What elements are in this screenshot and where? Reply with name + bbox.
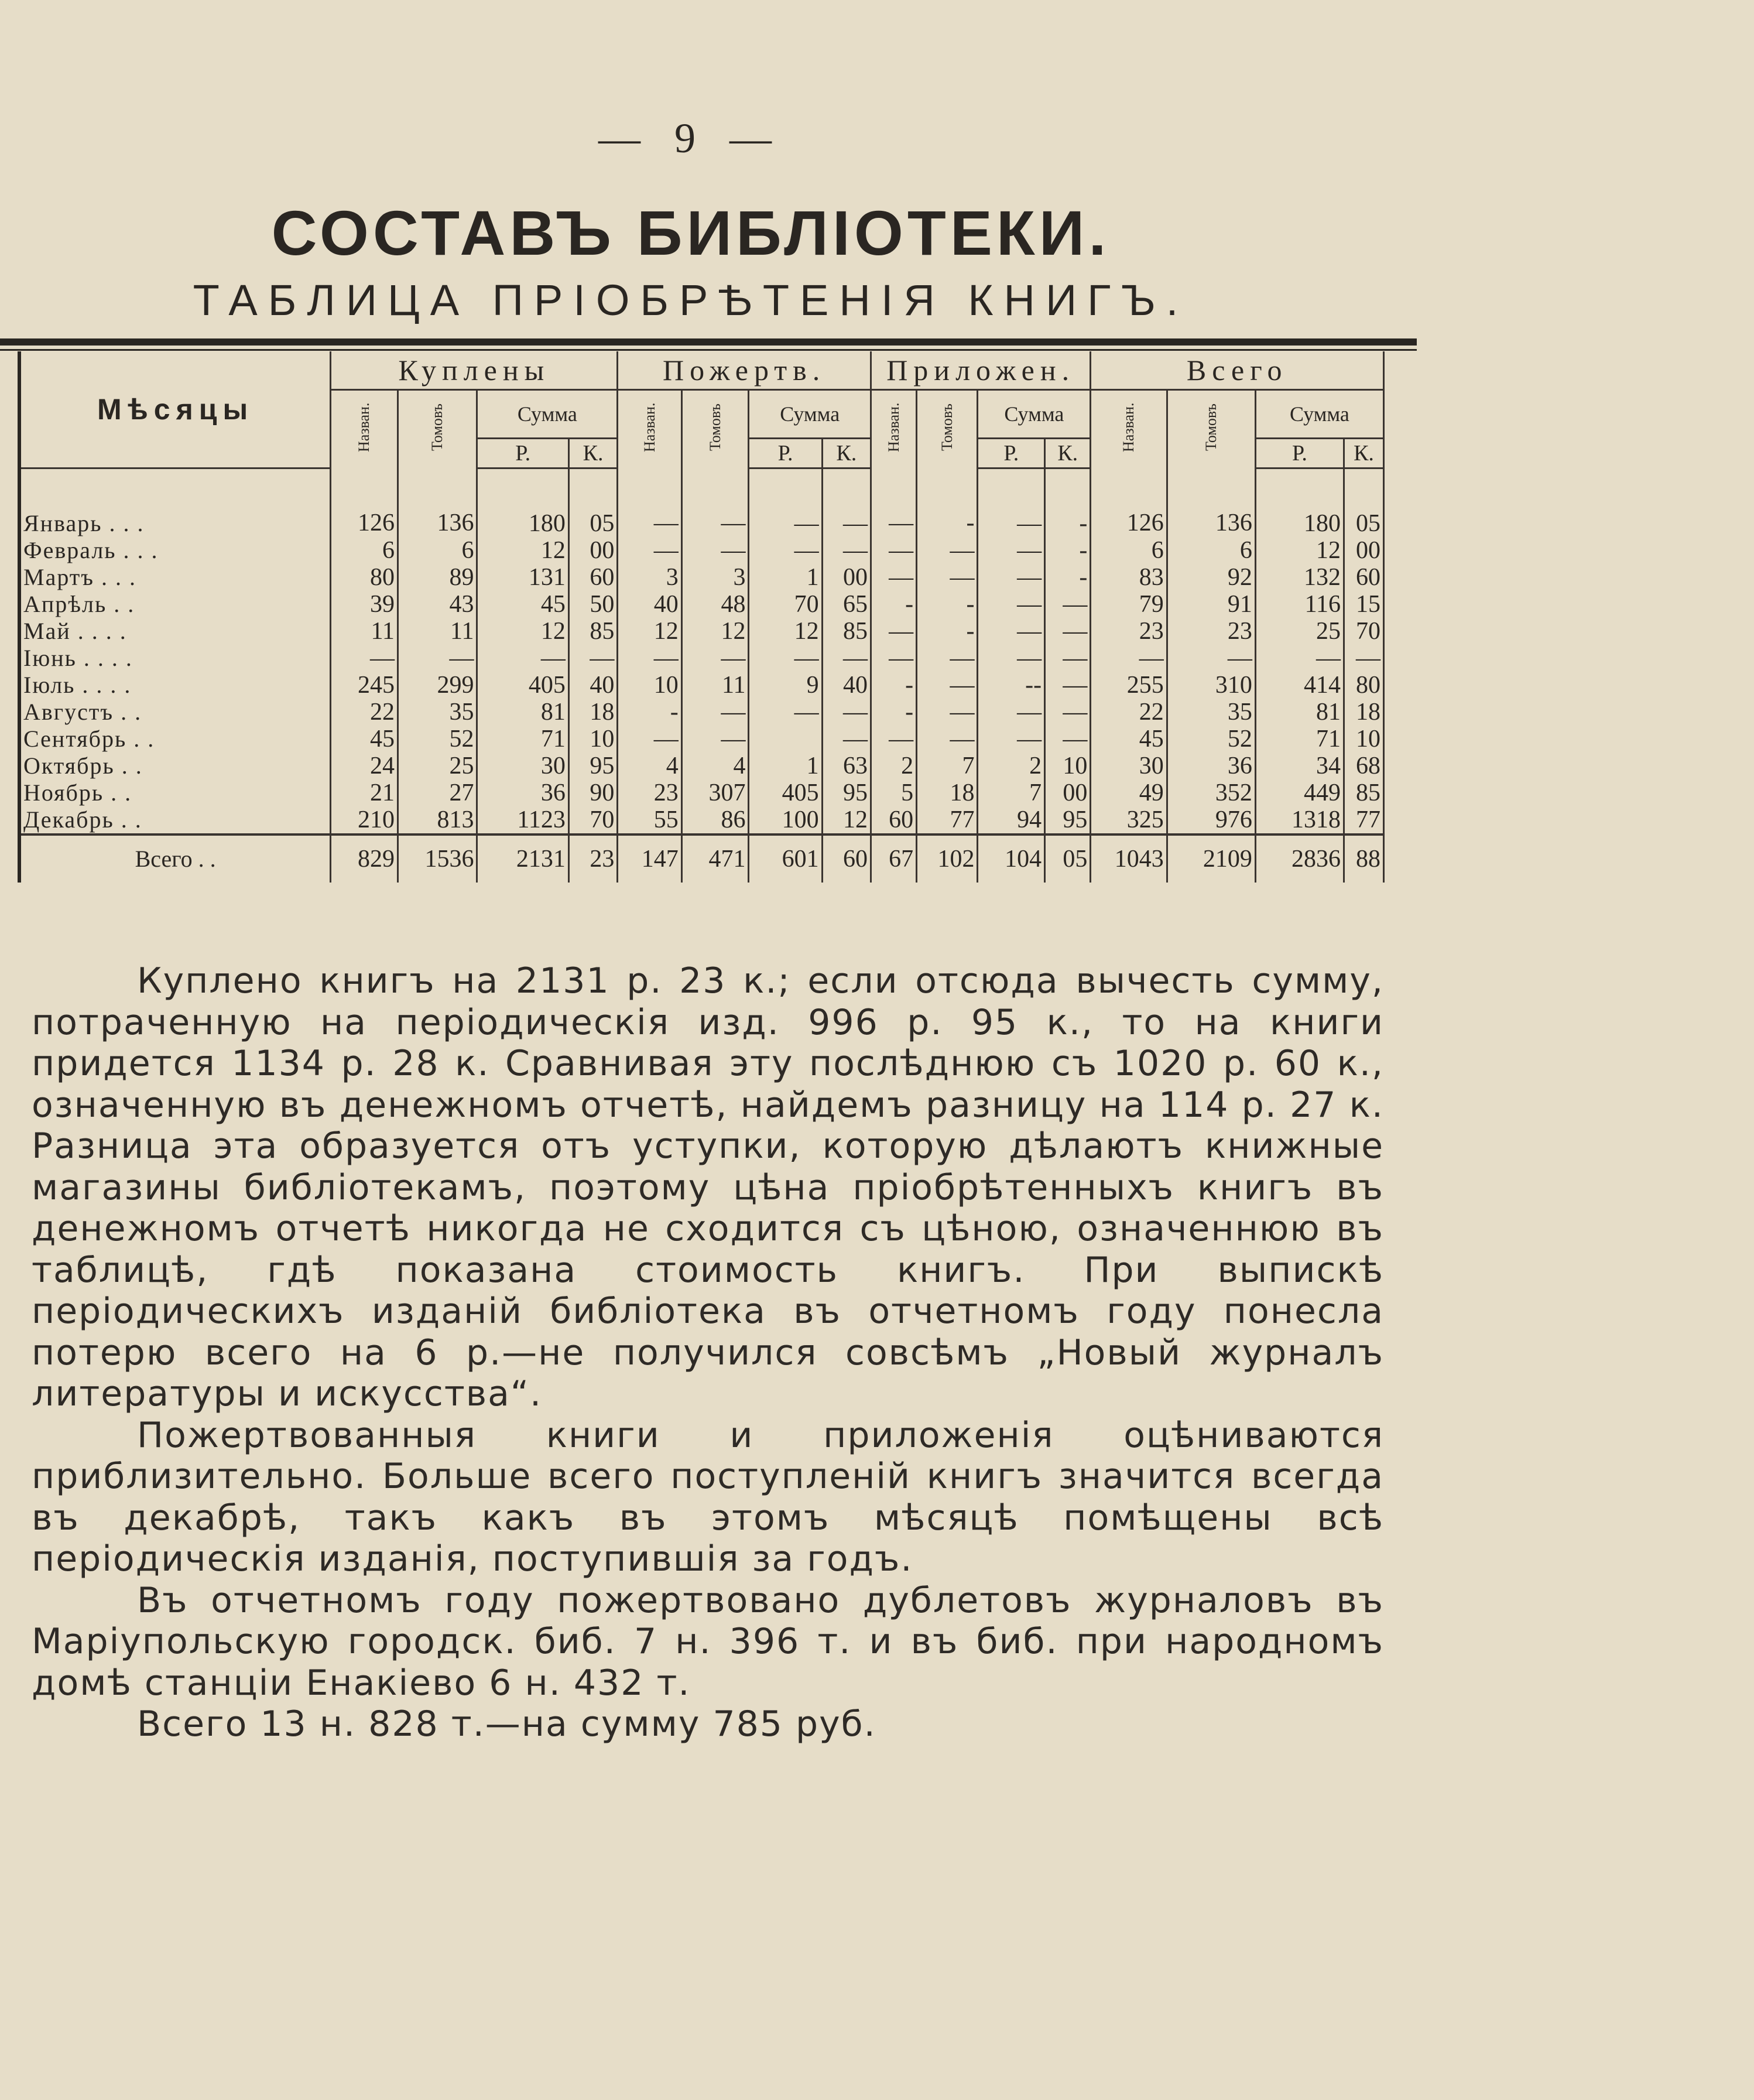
table-cell: 325 <box>1091 806 1167 834</box>
table-cell: 48 <box>681 591 749 618</box>
table-cell: — <box>871 618 916 645</box>
table-cell: 12 <box>618 618 681 645</box>
table-cell: 95 <box>822 779 871 806</box>
table-cell: — <box>978 699 1045 726</box>
table-cell: 00 <box>568 537 617 564</box>
table-row <box>19 806 1384 834</box>
table-cell: 4 <box>618 753 681 779</box>
table-cell: - <box>1045 468 1091 538</box>
table-cell: — <box>917 645 978 672</box>
month-cell: Январь . . . <box>19 468 331 538</box>
table-cell: 180 <box>1255 468 1344 538</box>
col-header-titles: Назван. <box>1091 390 1167 468</box>
table-cell: 22 <box>331 699 398 726</box>
table-row <box>19 753 1384 779</box>
table-cell: — <box>398 645 477 672</box>
page-title: СОСТАВЪ БИБЛІОТЕКИ. <box>271 197 1111 268</box>
table-cell: 12 <box>477 537 568 564</box>
table-cell: 95 <box>1045 806 1091 834</box>
table-cell: 1123 <box>477 806 568 834</box>
table-cell: 7 <box>917 753 978 779</box>
table-cell: 60 <box>822 834 871 883</box>
table-cell: 12 <box>477 618 568 645</box>
table-row <box>19 672 1384 699</box>
col-header-rubles: Р. <box>477 439 568 468</box>
table-cell: 10 <box>1045 753 1091 779</box>
table-cell: 23 <box>568 834 617 883</box>
col-header-sum: Сумма <box>749 390 871 439</box>
paragraph-duplicates: Въ отчетномъ году пожертвовано дублетовъ журналовъ въ Маріупольскую городск. биб. 7 н. 396 т. и въ биб. при народномъ домѣ станціи Енакіево 6 н. 432 т. <box>32 1579 1384 1704</box>
col-header-kopecks: К. <box>568 439 617 468</box>
table-cell: — <box>681 468 749 538</box>
paragraph-total: Всего 13 н. 828 т.—на сумму 785 руб. <box>137 1704 876 1745</box>
month-cell: Мартъ . . . <box>19 564 331 591</box>
table-cell: 34 <box>1255 753 1344 779</box>
col-header-titles: Назван. <box>331 390 398 468</box>
table-cell: - <box>1045 537 1091 564</box>
table-cell: 210 <box>331 806 398 834</box>
table-cell: - <box>618 699 681 726</box>
col-header-rubles: Р. <box>749 439 822 468</box>
table-cell: 49 <box>1091 779 1167 806</box>
table-cell: — <box>331 645 398 672</box>
table-cell: 00 <box>1344 537 1384 564</box>
table-cell: 95 <box>568 753 617 779</box>
table-cell: 10 <box>618 672 681 699</box>
table-cell: 45 <box>331 726 398 753</box>
group-header-supplements: Приложен. <box>871 351 1090 390</box>
table-row <box>19 779 1384 806</box>
table-cell: 2 <box>871 753 916 779</box>
table-cell: 136 <box>1167 468 1255 538</box>
table-cell: 5 <box>871 779 916 806</box>
table-cell: 1318 <box>1255 806 1344 834</box>
col-header-titles: Назван. <box>871 390 916 468</box>
table-cell: 71 <box>1255 726 1344 753</box>
table-cell: 813 <box>398 806 477 834</box>
table-cell: 45 <box>1091 726 1167 753</box>
table-cell: — <box>749 645 822 672</box>
table-row <box>19 726 1384 753</box>
table-cell: 88 <box>1344 834 1384 883</box>
table-cell: 126 <box>1091 468 1167 538</box>
table-cell: - <box>917 618 978 645</box>
table-cell: 102 <box>917 834 978 883</box>
table-cell: 1 <box>749 564 822 591</box>
table-cell: — <box>618 537 681 564</box>
table-cell: 67 <box>871 834 916 883</box>
table-cell: 00 <box>1045 779 1091 806</box>
month-column-header: Мѣсяцы <box>19 351 331 468</box>
group-header-row <box>19 351 1384 390</box>
table-cell: 70 <box>1344 618 1384 645</box>
table-cell: — <box>1091 645 1167 672</box>
table-cell: — <box>1045 726 1091 753</box>
table-row <box>19 699 1384 726</box>
table-cell: 299 <box>398 672 477 699</box>
month-cell: Февраль . . . <box>19 537 331 564</box>
table-cell: — <box>978 645 1045 672</box>
table-cell: 43 <box>398 591 477 618</box>
table-cell: 50 <box>568 591 617 618</box>
table-cell: 18 <box>917 779 978 806</box>
paragraph-donations: Пожертвованныя книги и приложенія оцѣниваются приблизительно. Больше всего поступленій книгъ значится всегда въ декабрѣ, такъ какъ въ этомъ мѣсяцѣ помѣщены всѣ періодическія изданія, поступившія за годъ. <box>32 1414 1384 1579</box>
table-cell: 24 <box>331 753 398 779</box>
table-cell: — <box>871 537 916 564</box>
table-cell: 70 <box>568 806 617 834</box>
table-cell: 2 <box>978 753 1045 779</box>
table-cell: — <box>1167 645 1255 672</box>
table-row <box>19 468 1384 538</box>
table-cell: 132 <box>1255 564 1344 591</box>
table-cell: — <box>822 726 871 753</box>
table-cell: 829 <box>331 834 398 883</box>
table-cell: — <box>822 699 871 726</box>
table-cell <box>749 726 822 753</box>
table-cell: 6 <box>1167 537 1255 564</box>
col-header-rubles: Р. <box>978 439 1045 468</box>
table-cell: 9 <box>749 672 822 699</box>
table-cell: - <box>871 699 916 726</box>
table-cell: 77 <box>1344 806 1384 834</box>
table-cell: 307 <box>681 779 749 806</box>
table-cell: 100 <box>749 806 822 834</box>
table-cell: — <box>618 645 681 672</box>
month-cell: Апрѣль . . <box>19 591 331 618</box>
table-cell: 92 <box>1167 564 1255 591</box>
table-cell: 40 <box>822 672 871 699</box>
table-cell: - <box>917 468 978 538</box>
table-cell: 23 <box>618 779 681 806</box>
table-cell: 405 <box>477 672 568 699</box>
table-cell: — <box>871 564 916 591</box>
table-cell: 22 <box>1091 699 1167 726</box>
table-cell: — <box>1045 699 1091 726</box>
group-header-total: Всего <box>1091 351 1384 390</box>
table-cell: — <box>978 564 1045 591</box>
table-cell: 18 <box>1344 699 1384 726</box>
table-cell: 131 <box>477 564 568 591</box>
acquisition-table <box>18 351 1385 883</box>
table-cell: — <box>822 645 871 672</box>
table-cell: 3 <box>681 564 749 591</box>
col-header-rubles: Р. <box>1255 439 1344 468</box>
table-cell: 414 <box>1255 672 1344 699</box>
table-cell: 05 <box>1045 834 1091 883</box>
table-cell: 77 <box>917 806 978 834</box>
table-cell: - <box>871 591 916 618</box>
table-cell: 11 <box>681 672 749 699</box>
table-cell: 35 <box>398 699 477 726</box>
table-cell: 85 <box>568 618 617 645</box>
col-header-sum: Сумма <box>1255 390 1383 439</box>
table-cell: 3 <box>618 564 681 591</box>
table-total-row <box>19 834 1384 883</box>
table-row <box>19 645 1384 672</box>
table-row <box>19 618 1384 645</box>
table-cell: — <box>822 537 871 564</box>
col-header-kopecks: К. <box>1045 439 1091 468</box>
table-cell: — <box>917 699 978 726</box>
table-cell: 80 <box>331 564 398 591</box>
col-header-volumes: Томовъ <box>681 390 749 468</box>
table-cell: 6 <box>398 537 477 564</box>
table-cell: 63 <box>822 753 871 779</box>
table-cell: 245 <box>331 672 398 699</box>
table-cell: 405 <box>749 779 822 806</box>
table-cell: — <box>1045 672 1091 699</box>
table-cell: 60 <box>568 564 617 591</box>
month-cell: Декабрь . . <box>19 806 331 834</box>
table-cell: — <box>917 672 978 699</box>
table-cell: 10 <box>568 726 617 753</box>
table-cell: — <box>871 645 916 672</box>
table-cell: 89 <box>398 564 477 591</box>
table-cell: 81 <box>477 699 568 726</box>
table-cell: 60 <box>871 806 916 834</box>
table-cell: 60 <box>1344 564 1384 591</box>
table-cell: 601 <box>749 834 822 883</box>
table-cell: — <box>749 699 822 726</box>
month-cell: Сентябрь . . <box>19 726 331 753</box>
table-cell: — <box>749 537 822 564</box>
table-cell: 4 <box>681 753 749 779</box>
table-cell: — <box>1045 618 1091 645</box>
table-cell: - <box>1045 564 1091 591</box>
table-cell: 35 <box>1167 699 1255 726</box>
table-row <box>19 591 1384 618</box>
table-cell: 180 <box>477 468 568 538</box>
table-cell: — <box>978 726 1045 753</box>
table-cell: 40 <box>618 591 681 618</box>
table-cell: 18 <box>568 699 617 726</box>
table-cell: 2836 <box>1255 834 1344 883</box>
table-cell: — <box>978 468 1045 538</box>
table-cell: 25 <box>398 753 477 779</box>
table-cell: 52 <box>398 726 477 753</box>
table-cell: 1 <box>749 753 822 779</box>
table-cell: 7 <box>978 779 1045 806</box>
table-cell: 25 <box>1255 618 1344 645</box>
table-cell: 352 <box>1167 779 1255 806</box>
table-cell: 147 <box>618 834 681 883</box>
col-header-kopecks: К. <box>822 439 871 468</box>
col-header-volumes: Томовъ <box>917 390 978 468</box>
table-cell: - <box>917 591 978 618</box>
table-cell: 449 <box>1255 779 1344 806</box>
month-cell: Октябрь . . <box>19 753 331 779</box>
col-header-volumes: Томовъ <box>1167 390 1255 468</box>
table-cell: 90 <box>568 779 617 806</box>
table-cell: 68 <box>1344 753 1384 779</box>
table-cell: 255 <box>1091 672 1167 699</box>
table-cell: 471 <box>681 834 749 883</box>
table-cell: — <box>749 468 822 538</box>
table-cell: — <box>822 468 871 538</box>
table-cell: 310 <box>1167 672 1255 699</box>
table-cell: -- <box>978 672 1045 699</box>
table-cell: 65 <box>822 591 871 618</box>
table-body <box>19 468 1384 883</box>
table-cell: 12 <box>822 806 871 834</box>
table-cell: 6 <box>1091 537 1167 564</box>
acquisition-table-wrap <box>18 351 1385 946</box>
table-cell: 12 <box>681 618 749 645</box>
col-header-volumes: Томовъ <box>398 390 477 468</box>
table-cell: — <box>568 645 617 672</box>
table-cell: — <box>978 537 1045 564</box>
table-cell: 15 <box>1344 591 1384 618</box>
table-cell: 86 <box>681 806 749 834</box>
month-cell: Іюль . . . . <box>19 672 331 699</box>
table-cell: 79 <box>1091 591 1167 618</box>
table-cell: 36 <box>477 779 568 806</box>
table-cell: 2131 <box>477 834 568 883</box>
table-cell: 11 <box>331 618 398 645</box>
group-header-bought: Куплены <box>331 351 618 390</box>
table-cell: 05 <box>568 468 617 538</box>
table-cell: 27 <box>398 779 477 806</box>
col-header-kopecks: К. <box>1344 439 1384 468</box>
table-cell: 85 <box>1344 779 1384 806</box>
header-rule-thin <box>0 349 1417 351</box>
table-cell: 10 <box>1344 726 1384 753</box>
table-cell: — <box>681 699 749 726</box>
table-cell: 83 <box>1091 564 1167 591</box>
table-cell: — <box>978 591 1045 618</box>
page-number: — 9 — <box>598 115 783 162</box>
header-rule-thick <box>0 338 1417 346</box>
report-text <box>32 960 1384 1745</box>
table-cell: - <box>871 672 916 699</box>
col-header-sum: Сумма <box>477 390 618 439</box>
table-cell: 136 <box>398 468 477 538</box>
table-cell: — <box>978 618 1045 645</box>
table-cell: 23 <box>1091 618 1167 645</box>
group-header-donated: Пожертв. <box>618 351 871 390</box>
table-cell: 12 <box>1255 537 1344 564</box>
table-cell: 94 <box>978 806 1045 834</box>
month-cell: Іюнь . . . . <box>19 645 331 672</box>
table-cell: — <box>618 468 681 538</box>
table-cell: — <box>618 726 681 753</box>
table-cell: 55 <box>618 806 681 834</box>
table-cell: 126 <box>331 468 398 538</box>
table-cell: — <box>1045 645 1091 672</box>
table-cell: 30 <box>477 753 568 779</box>
table-cell: 12 <box>749 618 822 645</box>
table-cell: — <box>1344 645 1384 672</box>
table-cell: — <box>917 537 978 564</box>
table-cell: 71 <box>477 726 568 753</box>
table-cell: — <box>871 726 916 753</box>
table-cell: 976 <box>1167 806 1255 834</box>
month-cell: Августъ . . <box>19 699 331 726</box>
table-cell: 70 <box>749 591 822 618</box>
table-cell: 91 <box>1167 591 1255 618</box>
table-row <box>19 537 1384 564</box>
table-cell: — <box>681 645 749 672</box>
table-cell: — <box>917 726 978 753</box>
table-cell: 40 <box>568 672 617 699</box>
table-cell: 85 <box>822 618 871 645</box>
table-cell: — <box>1255 645 1344 672</box>
table-row <box>19 564 1384 591</box>
table-cell: 30 <box>1091 753 1167 779</box>
col-header-sum: Сумма <box>978 390 1091 439</box>
table-cell: 45 <box>477 591 568 618</box>
table-cell: 81 <box>1255 699 1344 726</box>
paragraph-purchases: Куплено книгъ на 2131 р. 23 к.; если отсюда вычесть сумму, потраченную на періодическія изд. 996 р. 95 к., то на книги придется 1134 р. 28 к. Сравнивая эту послѣднюю съ 1020 р. 60 к., означенную въ денежномъ отчетѣ, найдемъ разницу на 114 р. 27 к. Разница эта образуется отъ уступки, которую дѣлаютъ книжные магазины библіотекамъ, поэтому цѣна пріобрѣтенныхъ книгъ въ денежномъ отчетѣ никогда не сходится съ цѣною, означеннюю въ таблицѣ, гдѣ показана стоимость книгъ. При выпискѣ періодическихъ изданій библіотека въ отчетномъ году понесла потерю всего на 6 р.—не получился совсѣмъ „Новый журналъ литературы и искусства“. <box>32 960 1384 1414</box>
table-cell: — <box>1045 591 1091 618</box>
month-cell: Всего . . <box>19 834 331 883</box>
table-cell: — <box>681 537 749 564</box>
table-cell: 52 <box>1167 726 1255 753</box>
table-cell: 36 <box>1167 753 1255 779</box>
table-cell: 80 <box>1344 672 1384 699</box>
table-cell: 00 <box>822 564 871 591</box>
month-cell: Ноябрь . . <box>19 779 331 806</box>
table-cell: — <box>871 468 916 538</box>
table-cell: 05 <box>1344 468 1384 538</box>
table-cell: 11 <box>398 618 477 645</box>
month-cell: Май . . . . <box>19 618 331 645</box>
table-cell: — <box>681 726 749 753</box>
col-header-titles: Назван. <box>618 390 681 468</box>
table-cell: 116 <box>1255 591 1344 618</box>
table-cell: 21 <box>331 779 398 806</box>
table-cell: — <box>917 564 978 591</box>
table-cell: 39 <box>331 591 398 618</box>
table-cell: 6 <box>331 537 398 564</box>
table-cell: 2109 <box>1167 834 1255 883</box>
page-subtitle: ТАБЛИЦА ПРІОБРѢТЕНІЯ КНИГЪ. <box>193 276 1189 324</box>
table-cell: 23 <box>1167 618 1255 645</box>
table-cell: 1043 <box>1091 834 1167 883</box>
table-cell: — <box>477 645 568 672</box>
table-cell: 104 <box>978 834 1045 883</box>
table-cell: 1536 <box>398 834 477 883</box>
